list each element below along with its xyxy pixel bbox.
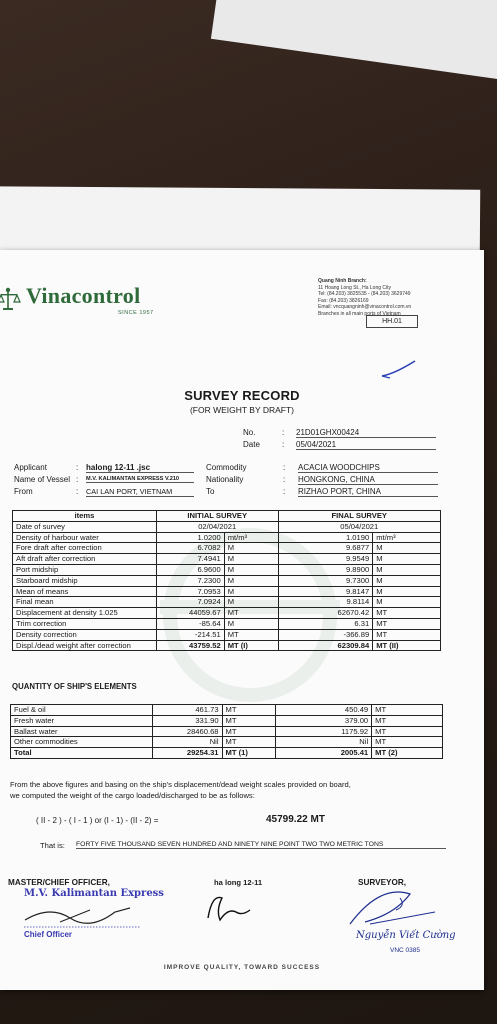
cell-final-u: MT	[373, 608, 441, 619]
cell-init-u: MT	[222, 726, 276, 737]
cell-final-u: MT (II)	[373, 640, 441, 651]
cell-init-u: MT	[224, 629, 278, 640]
cell-final: 9.8147	[278, 586, 373, 597]
colon: :	[76, 487, 79, 496]
cell-item: Mean of means	[13, 586, 157, 597]
to-label: To	[206, 487, 215, 496]
date-label: Date	[243, 440, 260, 449]
branch-line: 11 Hoang Long St., Ha Long City	[318, 284, 392, 291]
applicant-label: Applicant	[14, 463, 47, 472]
cell-init-u: MT	[222, 705, 276, 716]
background-paper-top	[211, 0, 497, 80]
nationality-label: Nationality	[206, 475, 244, 484]
table-row	[13, 586, 441, 597]
document-title: SURVEY RECORD	[184, 388, 300, 403]
cell-init: 7.4941	[156, 554, 224, 565]
table-row	[13, 608, 441, 619]
cell-init: 1.0200	[156, 532, 224, 543]
cell-init-u: M	[224, 543, 278, 554]
that-is-value: FORTY FIVE THOUSAND SEVEN HUNDRED AND NINETY NINE POINT TWO TWO METRIC TONS	[76, 841, 446, 849]
table-row	[11, 705, 443, 716]
column-header: FINAL SURVEY	[278, 511, 440, 522]
cell-init-u: mt/m³	[224, 532, 278, 543]
cell-init-u: MT (1)	[222, 748, 276, 759]
record-date: 05/04/2021	[296, 440, 436, 450]
cell-final-u: mt/m³	[373, 532, 441, 543]
cell-init: 7.0924	[156, 597, 224, 608]
applicant-signature	[202, 890, 262, 924]
cell-item: Date of survey	[13, 521, 157, 532]
draft-survey-table	[12, 510, 441, 651]
quantity-section-title: QUANTITY OF SHIP'S ELEMENTS	[12, 682, 137, 691]
cell-final: 2005.41	[276, 748, 372, 759]
colon: :	[283, 463, 286, 472]
cell-init-u: M	[224, 575, 278, 586]
cargo-weight-value: 45799.22 MT	[266, 814, 325, 825]
from-label: From	[14, 487, 33, 496]
cell-init: 6.7082	[156, 543, 224, 554]
cell-final: 6.31	[278, 618, 373, 629]
cell-item: Trim correction	[13, 618, 157, 629]
cell-init: Nil	[152, 737, 222, 748]
cell-final: 9.8900	[278, 564, 373, 575]
cell-final-u: M	[373, 575, 441, 586]
no-label: No.	[243, 428, 256, 437]
surveyor-code: VNC 0385	[390, 947, 420, 954]
background-paper-back	[0, 186, 480, 259]
chief-officer-title: Chief Officer	[24, 930, 73, 939]
record-number: 21D01GHX00424	[296, 428, 436, 438]
vessel-label: Name of Vessel	[14, 475, 71, 484]
cell-final-u: M	[373, 543, 441, 554]
commodity-label: Commodity	[206, 463, 247, 472]
cell-item: Density correction	[13, 629, 157, 640]
applicant-sign-label: ha long 12-11	[214, 878, 263, 887]
cell-init-u: MT (I)	[224, 640, 278, 651]
table-row	[13, 543, 441, 554]
master-officer-label: MASTER/CHIEF OFFICER,	[8, 878, 110, 887]
surveyor-signature	[340, 884, 460, 934]
cell-item: Final mean	[13, 597, 157, 608]
table-row	[11, 726, 443, 737]
that-is-label: That is:	[40, 841, 65, 850]
table-row	[13, 554, 441, 565]
branch-line: Branches in all main ports of Vietnam	[318, 310, 401, 317]
table-row	[11, 715, 443, 726]
form-code-stamp: HH.01	[366, 315, 418, 328]
colon: :	[76, 463, 79, 472]
cell-item: Displacement at density 1.025	[13, 608, 157, 619]
cell-item: Density of harbour water	[13, 532, 157, 543]
master-signature	[20, 900, 140, 930]
cell-init: 7.2300	[156, 575, 224, 586]
cell-final: 62670.42	[278, 608, 373, 619]
table-row	[13, 629, 441, 640]
cell-final-u: MT (2)	[372, 748, 443, 759]
cell-init-u: M	[224, 554, 278, 565]
cell-final: 9.9549	[278, 554, 373, 565]
cell-final: 05/04/2021	[278, 521, 440, 532]
table-row	[13, 564, 441, 575]
table-row	[13, 521, 441, 532]
colon: :	[283, 487, 286, 496]
table-row	[13, 532, 441, 543]
cell-final-u: M	[373, 564, 441, 575]
cell-final-u: MT	[372, 726, 443, 737]
surveyor-name: Nguyễn Viết Cường	[356, 930, 456, 941]
surveyor-label: SURVEYOR,	[358, 878, 407, 887]
cell-final-u: MT	[372, 705, 443, 716]
branch-line: Fax: (84.203) 3826169	[318, 297, 369, 304]
cell-final-u: M	[373, 586, 441, 597]
table-row	[13, 597, 441, 608]
cell-final: Nil	[276, 737, 372, 748]
cell-item: Ballast water	[11, 726, 153, 737]
cell-item: Other commodities	[11, 737, 153, 748]
cell-init: 6.9600	[156, 564, 224, 575]
result-paragraph-2: we computed the weight of the cargo loaded/discharged to be as follows:	[10, 791, 255, 800]
footer-slogan: IMPROVE QUALITY, TOWARD SUCCESS	[163, 964, 321, 971]
cell-item: Fore draft after correction	[13, 543, 157, 554]
branch-title: Quang Ninh Branch:	[318, 278, 367, 284]
cell-final: -366.89	[278, 629, 373, 640]
cell-final: 450.49	[276, 705, 372, 716]
cell-init: -85.64	[156, 618, 224, 629]
blue-pen-mark	[380, 358, 418, 380]
cell-init-u: M	[224, 586, 278, 597]
table-row	[11, 737, 443, 748]
cell-final-u: MT	[372, 715, 443, 726]
commodity-value: ACACIA WOODCHIPS	[298, 463, 438, 473]
branch-line: Email: vncquangninh@vinacontrol.com.vn	[318, 304, 412, 311]
since-text: SINCE 1957	[118, 310, 154, 316]
cell-init-u: MT	[224, 608, 278, 619]
vessel-value: M.V. KALIMANTAN EXPRESS V.210	[86, 476, 194, 483]
nationality-value: HONGKONG, CHINA	[298, 475, 438, 485]
table-row	[13, 640, 441, 651]
colon: :	[76, 475, 79, 484]
cell-final-u: M	[373, 597, 441, 608]
colon: :	[282, 440, 285, 449]
column-header: INITIAL SURVEY	[156, 511, 278, 522]
cell-final: 9.8114	[278, 597, 373, 608]
cell-init-u: M	[224, 564, 278, 575]
cell-init: 28460.68	[152, 726, 222, 737]
from-value: CAI LAN PORT, VIETNAM	[86, 487, 194, 497]
cell-item: Port midship	[13, 564, 157, 575]
cell-init: 29254.31	[152, 748, 222, 759]
cell-final-u: MT	[373, 629, 441, 640]
cell-item: Total	[11, 748, 153, 759]
vinacontrol-scale-icon	[0, 283, 26, 313]
cell-item: Fresh water	[11, 715, 153, 726]
document-subtitle: (FOR WEIGHT BY DRAFT)	[189, 405, 295, 415]
cell-init: 331.90	[152, 715, 222, 726]
colon: :	[282, 428, 285, 437]
survey-record-page	[0, 250, 484, 990]
cell-init: 02/04/2021	[156, 521, 278, 532]
cell-item: Starboard midship	[13, 575, 157, 586]
result-paragraph-1: From the above figures and basing on the ship's displacement/dead weight scales provided on board,	[10, 780, 351, 789]
table-row	[13, 618, 441, 629]
cell-final: 1.0190	[278, 532, 373, 543]
cell-init: 44059.67	[156, 608, 224, 619]
column-header: items	[13, 511, 157, 522]
cell-init-u: MT	[222, 715, 276, 726]
company-logo-text: Vinacontrol	[26, 283, 141, 308]
cell-final-u: MT	[372, 737, 443, 748]
to-value: RIZHAO PORT, CHINA	[298, 487, 438, 497]
branch-info	[318, 278, 478, 318]
cell-item: Aft draft after correction	[13, 554, 157, 565]
cell-final-u: M	[373, 554, 441, 565]
branch-line: Tel: (84.203) 3825535 - (84.203) 3629749	[318, 291, 411, 298]
cargo-formula: ( II - 2 ) - ( I - 1 ) or (I - 1) - (II - 2) =	[36, 816, 159, 825]
cell-final-u: MT	[373, 618, 441, 629]
ship-elements-table	[10, 704, 443, 759]
table-row	[13, 575, 441, 586]
cell-final: 9.6877	[278, 543, 373, 554]
cell-init: -214.51	[156, 629, 224, 640]
cell-final: 1175.92	[276, 726, 372, 737]
vessel-stamp: M.V. Kalimantan Express	[24, 888, 164, 899]
applicant-value: halong 12-11 .jsc	[86, 463, 194, 473]
cell-init: 7.0953	[156, 586, 224, 597]
cell-init-u: M	[224, 618, 278, 629]
cell-init: 461.73	[152, 705, 222, 716]
cell-item: Fuel & oil	[11, 705, 153, 716]
table-header-row	[13, 511, 441, 522]
cell-init-u: MT	[222, 737, 276, 748]
cell-final: 62309.84	[278, 640, 373, 651]
cell-item: Displ./dead weight after correction	[13, 640, 157, 651]
colon: :	[283, 475, 286, 484]
table-row	[11, 748, 443, 759]
cell-final: 9.7300	[278, 575, 373, 586]
cell-init: 43759.52	[156, 640, 224, 651]
cell-final: 379.00	[276, 715, 372, 726]
cell-init-u: M	[224, 597, 278, 608]
